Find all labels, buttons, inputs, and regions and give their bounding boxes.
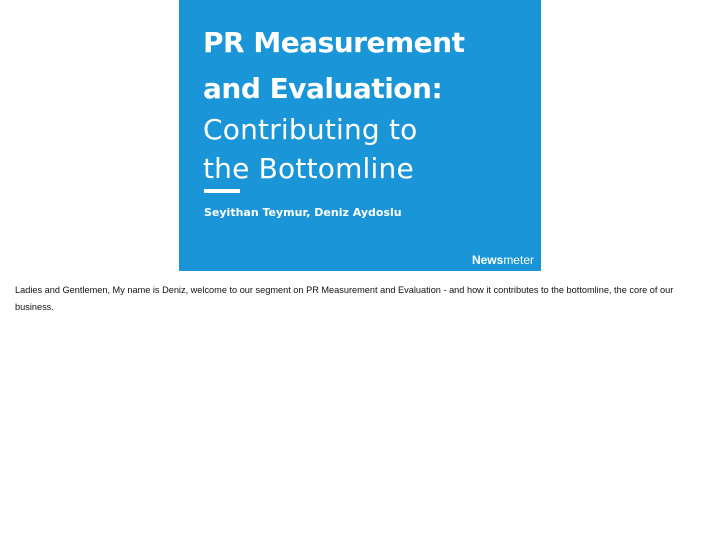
- divider-rule: [204, 189, 240, 193]
- logo-news-text: News: [471, 253, 504, 267]
- newsmeter-logo: [472, 253, 534, 267]
- slide-subtitle-line-1: Contributing to: [203, 113, 418, 146]
- authors: Seyithan Teymur, Deniz Aydoslu: [204, 206, 402, 219]
- slide-title-line-2: and Evaluation:: [203, 72, 443, 105]
- speaker-notes: Ladies and Gentlemen, My name is Deniz, welcome to our segment on PR Measurement and Evaluation - and how it contributes to the bottomline, the core of our business.: [15, 285, 674, 312]
- slide: [179, 0, 541, 271]
- slide-subtitle-line-2: the Bottomline: [203, 152, 414, 185]
- slide-title-line-1: PR Measurement: [203, 26, 465, 59]
- logo-meter-text: meter: [503, 253, 534, 267]
